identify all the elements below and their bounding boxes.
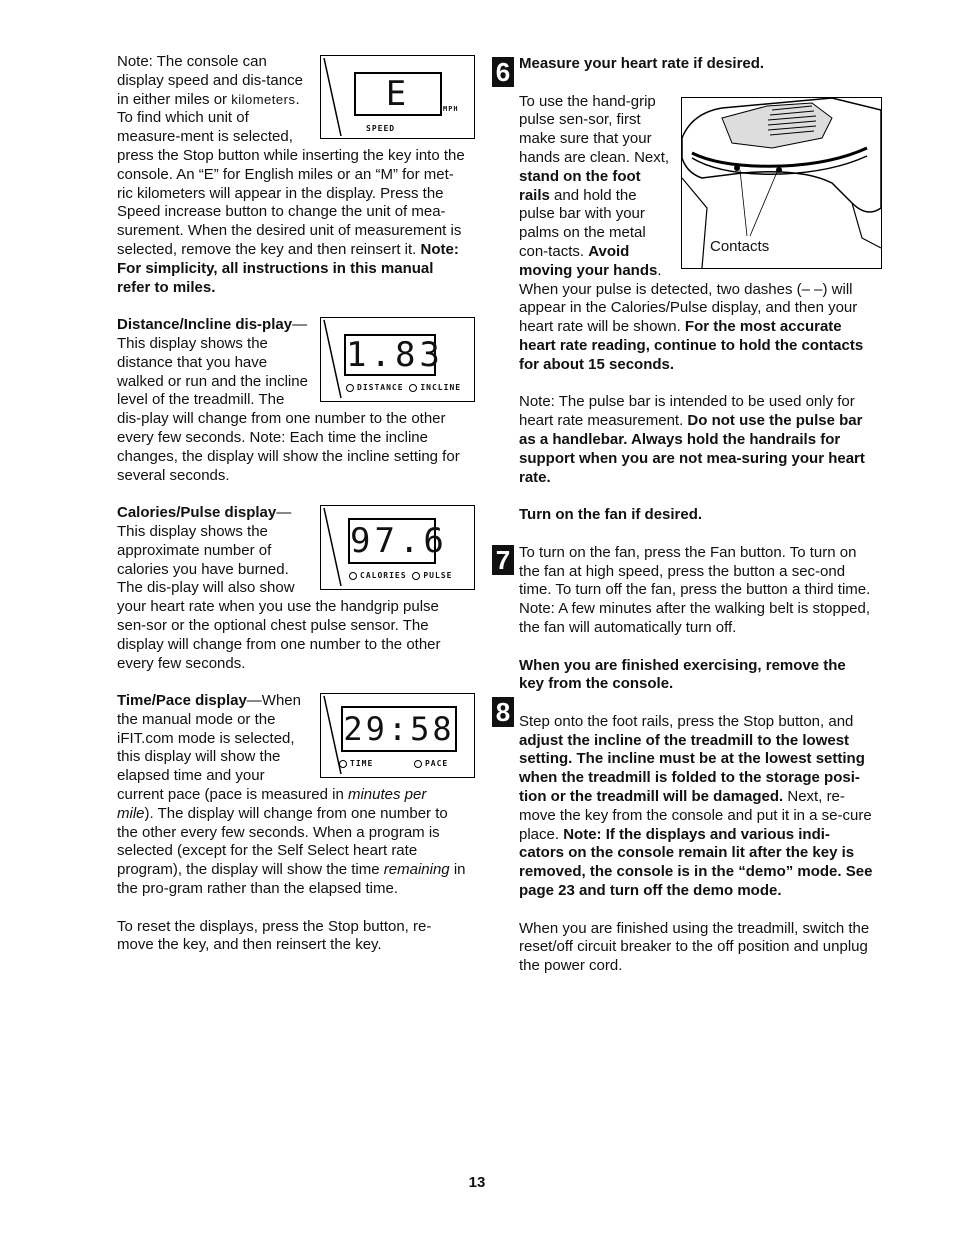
time-text-2: ). The display will change from one number to the other every few seconds. When a program is selected (except for the Self Select heart rate program), the display will show the time [117,804,448,879]
indicator-dot-icon [349,572,357,580]
step-8-text-1: Step onto the foot rails, press the Stop button, and [519,712,854,730]
speed-lcd: E [354,72,442,116]
time-emphasis-2: remaining [383,861,450,879]
step-7-paragraph: To turn on the fan, press the Fan button. To turn on the fan at high speed, press the button a sec-ond time. To turn off the fan, press the button a third time. Note: A few minutes after the walking belt is stopped, the fan will automatically turn off. [519,543,871,636]
reset-paragraph: To reset the displays, press the Stop button, re-move the key, and then reinsert the key. [117,917,432,954]
page-number: 13 [468,1174,486,1191]
step-8-bold-2: Note: If the displays and various indi-cators on the console remain lit after the key is removed, the console is in the “demo” mode. See page 23 and turn off the demo mode. [519,825,873,900]
step-7-title-text: Turn on the fan if desired. [519,506,703,524]
step-8-title-text: When you are finished exercising, remove the key from the console. [519,656,846,693]
left-column [117,53,467,955]
time-labels [339,755,448,774]
distance-labels [346,379,461,398]
speed-display-figure [320,55,475,139]
speed-unit-label: MPH [443,105,459,113]
speed-label: SPEED [366,124,396,133]
time-emphasis-1: minutes per mile [117,786,427,822]
step-8-final: When you are finished using the treadmill, switch the reset/off circuit breaker to the off position and unplug the power cord. [519,919,870,975]
units-bold-note: Note: For simplicity, all instructions in this manual refer to miles. [117,240,459,296]
step-8-bold-1: adjust the incline of the treadmill to the lowest setting. The incline must be at the lowest setting when the treadmill is folded to the storage posi-tion or the treadmill will be damaged. [519,731,865,806]
indicator-dot-icon [414,760,422,768]
step-6-note-text: Note: The pulse bar is intended to be used only for heart rate measurement. [519,393,855,430]
step-6-text-3: . When your pulse is detected, two dashes (– –) will appear in the Calories/Pulse display, and then your heart rate will be shown. [519,261,858,336]
step-6-note [519,393,874,487]
calories-label: CALORIES [360,571,407,581]
time-heading: Time/Pace display [117,692,247,710]
time-section [117,692,467,899]
step-6-bold-1: stand on the foot rails [519,167,641,204]
distance-section [117,316,467,485]
units-text-a3: . To find which unit of measure-ment is selected, press the Stop button while inserting the key into the console. An “E” for English miles or an “M” for met-ric kilometers will appear in the display. Press the Speed increase button to change the unit of mea-surement. When the desired unit of measurement is selected, remove the key and then reinsert it. [117,90,465,258]
step-6-bold-3: For the most accurate heart rate reading, continue to hold the contacts for about 15 seconds. [519,318,864,373]
incline-label: INCLINE [420,383,462,393]
contacts-label: Contacts [710,237,770,255]
step-6-title-text: Measure your heart rate if desired. [519,55,765,72]
calories-section [117,504,467,673]
distance-label: DISTANCE [357,383,404,393]
indicator-dot-icon [409,384,417,392]
right-column [519,55,874,976]
time-lcd: 29:58 [341,706,457,752]
units-section [117,53,467,297]
step-8-title [519,657,874,695]
time-display-figure [320,693,475,778]
step-7 [519,506,874,638]
step-6 [519,55,874,487]
calories-labels [349,567,452,586]
indicator-dot-icon [339,760,347,768]
distance-heading: Distance/Incline dis-play [117,316,293,334]
time-text-3: in the pro-gram rather than the elapsed time. [117,861,466,898]
pulse-sensor-figure [681,97,882,269]
indicator-dot-icon [412,572,420,580]
step-7-title [519,506,874,525]
calories-heading: Calories/Pulse display [117,504,277,522]
step-8-paragraph [519,713,874,901]
step-7-badge: 7 [492,545,514,575]
time-text-1: —When the manual mode or the iFIT.com mode is selected, this display will show the elapsed time and your current pace (pace is measured in [117,692,348,804]
pulse-label: PULSE [423,571,453,581]
distance-text: —This display shows the distance that you have walked or run and the incline level of the treadmill. The dis-play will change from one number to the other every few seconds. Note: Each time the incline changes, the display will show the incline setting for several seconds. [117,316,460,484]
step-6-bold-2: Avoid moving your hands [519,242,658,279]
distance-display-figure [320,317,475,402]
step-6-badge: 6 [492,57,514,87]
pace-label: PACE [424,759,449,769]
calories-lcd: 97.6 [348,518,436,564]
units-text-a2: kilometers [231,91,296,107]
step-8-text-2: Next, re-move the key from the console and put it in a se-cure place. [519,788,872,843]
indicator-dot-icon [346,384,354,392]
step-6-text-2: and hold the pulse bar with your palms on the metal con-tacts. [519,186,646,260]
step-6-text-1: To use the hand-grip pulse sen-sor, first make sure that your hands are clean. Next, [519,92,670,166]
calories-display-figure [320,505,475,590]
distance-lcd: 1.83 [346,335,444,376]
step-6-title [519,55,874,74]
calories-text: —This display shows the approximate number of calories you have burned. The dis-play will also show your heart rate when you use the handgrip pulse sen-sor or the optional chest pulse sensor. The display will change from one number to the other every few seconds. [117,504,441,672]
time-label: TIME [350,759,374,769]
units-text-a: Note: The console can display speed and dis-tance in either miles or [117,53,303,108]
step-6-note-bold: Do not use the pulse bar as a handlebar. Always hold the handrails for support when you are not mea-suring your heart rate. [519,412,865,486]
step-8-badge: 8 [492,697,514,727]
step-8 [519,657,874,977]
